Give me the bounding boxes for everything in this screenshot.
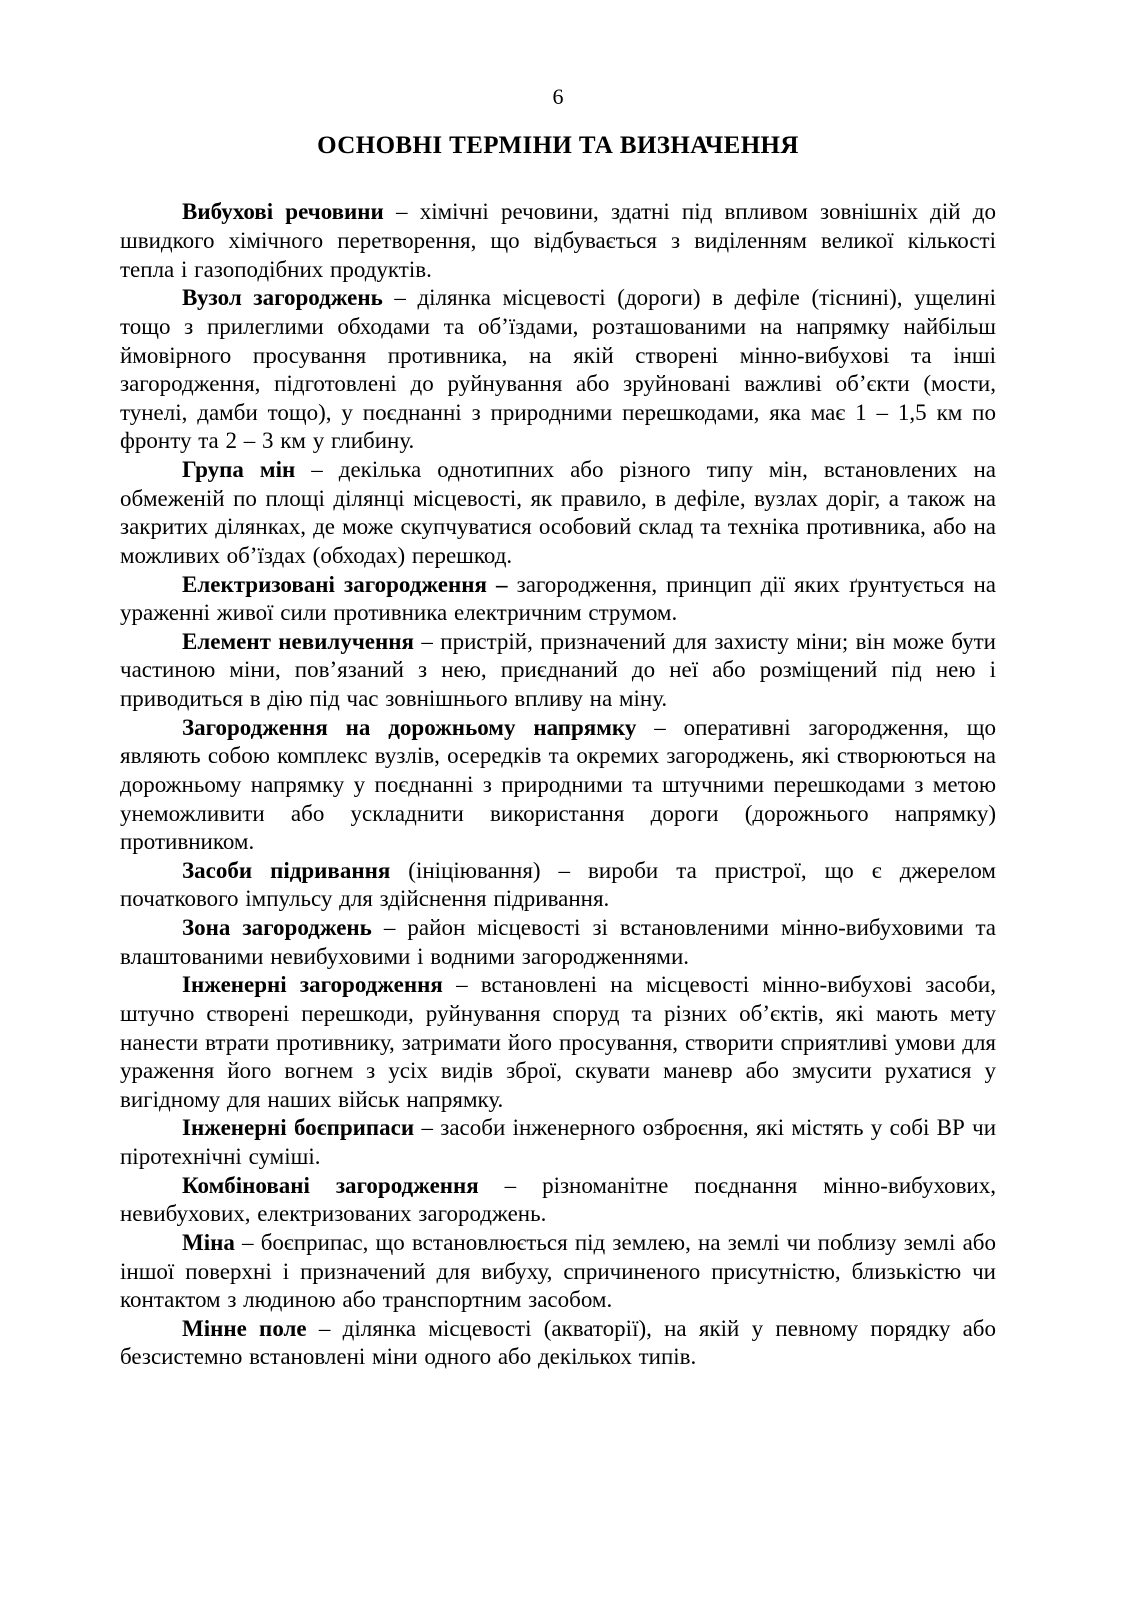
definition-text: – хімічні речовини, здатні під впливом зовнішніх дій до швидкого хімічного перетворення, що відбувається з виділенням великої кількості тепла і газоподібних продуктів. [120,199,996,282]
definition-paragraph [120,284,996,456]
term-label: Засоби підривання [182,857,391,883]
term-label: Загородження на дорожньому напрямку [182,714,637,740]
term-label: Мінне поле [182,1315,307,1341]
definition-text: – пристрій, призначений для захисту міни; він може бути частиною міни, пов’язаний з нею, приєднаний до неї або розміщений під нею і приводиться в дію під час зовнішнього впливу на міну. [120,628,996,712]
term-label: Інженерні боєприпаси [182,1115,415,1141]
definition-paragraph [120,971,996,1114]
definition-paragraph [120,914,996,971]
term-label: Електризовані загородження – [182,571,508,597]
definition-paragraph [120,857,996,914]
page-number: 6 [552,84,564,109]
definition-text: – встановлені на місцевості мінно-вибухові засоби, штучно створені перешкоди, руйнування споруд та різних об’єктів, які мають мету нанести втрати противнику, затримати його просування, створити сприятливі умови для ураження його вогнем з усіх видів зброї, скувати маневр або змусити рухатися у вигідному для наших військ напрямку. [120,972,996,1112]
definition-paragraph [120,456,996,571]
definition-text: – боєприпас, що встановлюється під землею, на землі чи поблизу землі або іншої поверхні і призначений для вибуху, спричиненого присутністю, близькістю чи контактом з людиною або транспортним засобом. [120,1229,996,1313]
definition-paragraph [120,1114,996,1171]
definition-text: загородження, принцип дії яких ґрунтується на ураженні живої сили противника електричним струмом. [120,571,996,626]
page-title: ОСНОВНІ ТЕРМІНИ ТА ВИЗНАЧЕННЯ [317,132,799,160]
definition-text: – різноманітне поєднання мінно-вибухових, невибухових, електризованих загороджень. [120,1172,996,1227]
definition-paragraph [120,1172,996,1229]
document-body [120,198,996,1372]
term-label: Зона загороджень [182,915,372,941]
definition-text: – засоби інженерного озброєння, які містять у собі ВР чи піротехнічні суміші. [120,1115,996,1170]
definition-text: – декілька однотипних або різного типу мін, встановлених на обмеженій по площі ділянці місцевості, як правило, в дефіле, вузлах доріг, а також на закритих ділянках, де може скупчуватися особовий склад та техніка противника, або на можливих об’їздах (обходах) перешкод. [120,457,997,568]
definition-text: – ділянка місцевості (дороги) в дефіле (тіснині), ущелині тощо з прилеглими обходами та об’їздами, розташованими на напрямку найбільш ймовірного просування противника, на якій створені мінно-вибухові та інші загородження, підготовлені до руйнування або зруйновані важливі об’єкти (мости, тунелі, дамби тощо), у поєднанні з природними перешкодами, яка має 1 – 1,5 км по фронту та 2 – 3 км у глибину. [120,285,996,454]
definition-text: – оперативні загородження, що являють собою комплекс вузлів, осередків та окремих загороджень, які створюються на дорожньому напрямку у поєднанні з природними та штучними перешкодами з метою унеможливити або ускладнити використання дороги (дорожнього напрямку) противником. [120,714,997,855]
definition-text: – ділянка місцевості (акваторії), на якій у певному порядку або безсистемно встановлені міни одного або декількох типів. [120,1315,996,1370]
definition-paragraph [120,714,996,857]
term-label: Вибухові речовини [182,199,384,225]
term-label: Інженерні загородження [182,972,443,998]
term-label: Міна [182,1229,235,1255]
term-label: Вузол загороджень [182,285,383,311]
definition-text: – район місцевості зі встановленими мінно-вибуховими та влаштованими невибуховими і водними загородженнями. [120,915,996,969]
definition-paragraph [120,628,996,714]
definition-paragraph [120,1229,996,1315]
definition-text: (ініціювання) – вироби та пристрої, що є джерелом початкового імпульсу для здійснення підривання. [120,857,996,912]
definition-paragraph [120,571,996,628]
term-label: Елемент невилучення [182,628,414,654]
term-label: Комбіновані загородження [182,1172,479,1198]
definition-paragraph [120,1315,996,1372]
term-label: Група мін [182,457,296,483]
definition-paragraph [120,198,996,284]
